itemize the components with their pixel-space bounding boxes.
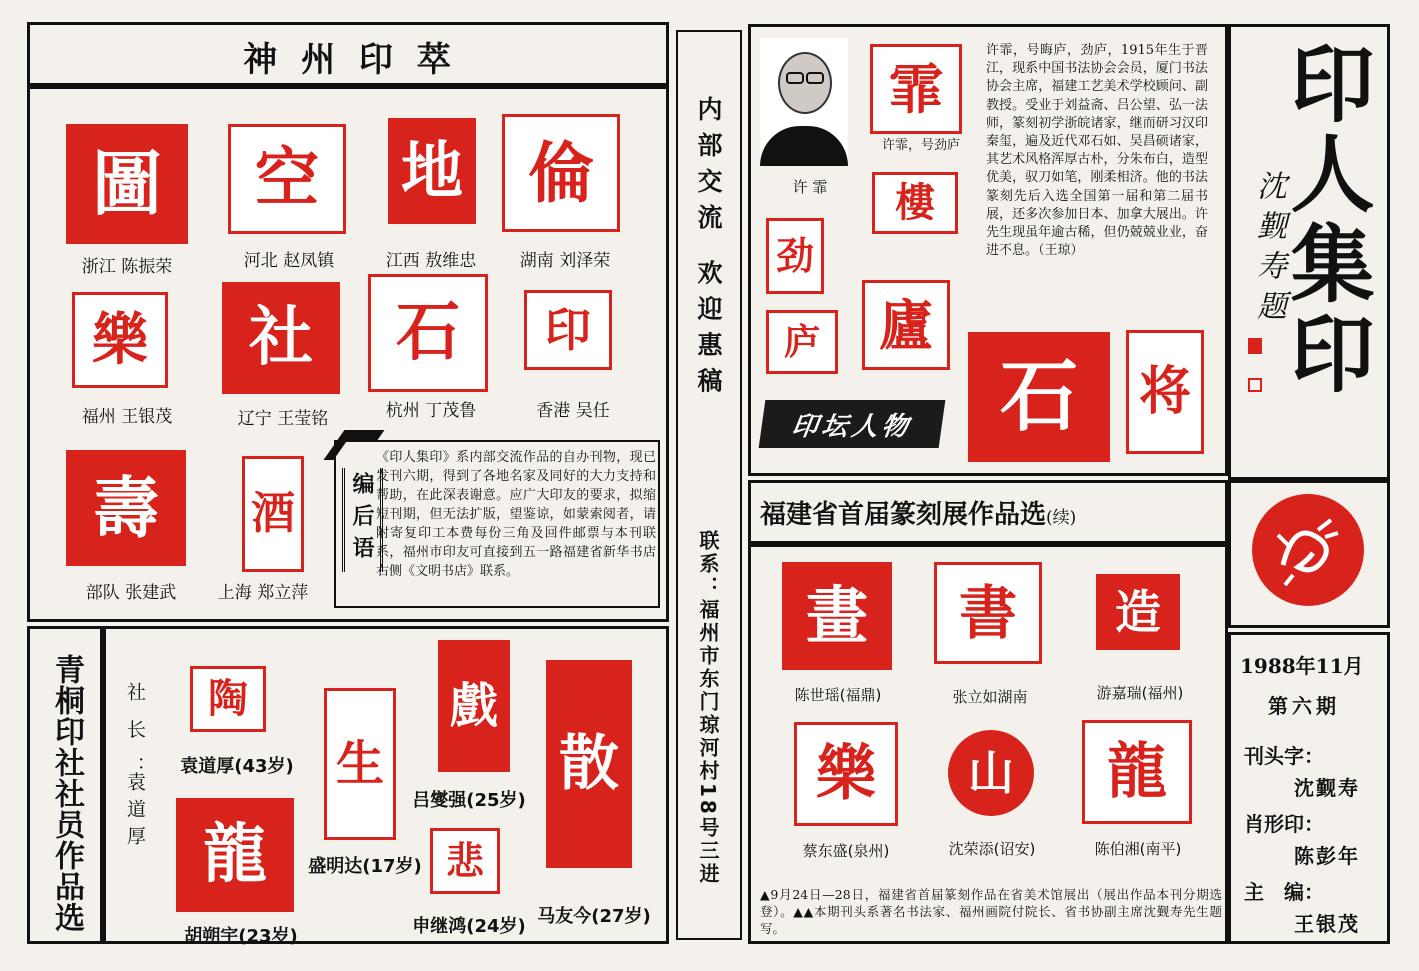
seal-impression: 霏 bbox=[870, 44, 962, 134]
seal-impression: 造 bbox=[1096, 574, 1180, 650]
member-caption: 吕燮强(25岁) bbox=[412, 790, 526, 811]
exhibit-note: ▲9月24日—28日，福建省首届篆刻作品在省美术馆展出（展出作品本刊分期选登）。▲▲本期刊头系著名书法家、福州画院付院长、省书协副主席沈觐寿先生题写。 bbox=[760, 887, 1222, 936]
seal-impression: 壽 bbox=[66, 450, 186, 566]
seal-impression: 山 bbox=[948, 730, 1034, 816]
member-caption: 盛明达(17岁) bbox=[308, 856, 422, 877]
seal-impression: 散 bbox=[546, 660, 632, 868]
seal-impression: 酒 bbox=[242, 456, 304, 572]
masthead-title: 印人集印 bbox=[1277, 40, 1376, 400]
credit-value: 王银茂 bbox=[1294, 912, 1360, 936]
credit-label: 主 编： bbox=[1244, 880, 1324, 904]
masthead-inscription: 沈觐寿题 bbox=[1251, 170, 1286, 330]
seal-caption: 沈荣添(诏安) bbox=[948, 840, 1036, 858]
exhibit-title-text: 福建省首届篆刻展作品选 bbox=[760, 500, 1047, 530]
dragon-emblem-icon bbox=[1252, 494, 1364, 606]
seal-impression: 樓 bbox=[872, 172, 958, 234]
spine-contact: 联系：福州市东门琼河村18号三进 bbox=[696, 530, 720, 886]
page-title: 神 州 印 萃 bbox=[243, 40, 457, 80]
seal-impression: 生 bbox=[324, 688, 396, 840]
member-caption: 马友今(27岁) bbox=[537, 906, 651, 927]
seal-impression: 樂 bbox=[72, 292, 168, 388]
seal-impression: 戲 bbox=[438, 640, 510, 772]
seal-impression: 印 bbox=[524, 290, 612, 370]
editor-note-text: 《印人集印》系内部交流作品的自办刊物，现已发刊六期，得到了各地名家及同好的大力支持和帮助，在此深表谢意。应广大印友的要求，拟缩短刊期，但无法扩版，望鉴谅，如蒙索阅者，请附寄复印工本费每份三角及回件邮票与本刊联系，福州市印友可直接到五一路福建省新华书店右侧《文明书店》联系。 bbox=[376, 450, 656, 579]
seal-caption: 福州 王银茂 bbox=[81, 407, 173, 427]
seal-caption: 陈世瑶(福鼎) bbox=[794, 686, 882, 704]
seal-caption: 江西 敖维忠 bbox=[385, 251, 477, 271]
seal-impression: 地 bbox=[388, 118, 476, 224]
bio-text: 许霏，号晦庐，劲庐，1915年生于晋江，现系中国书法协会会员，厦门书法协会主席，福建工艺美术学校顾问、副教授。受业于刘益斋、吕公望、弘一法师，篆刻初学浙皖诸家，继而研习汉印秦玺，遍及近代邓石如、吴昌硕诸家，其艺术风格浑厚古朴，分朱布白，造型优美，驭刀如笔，刚柔相济。他的书法篆刻先后入选全国第一届和第二届书展，还多次参加日本、加拿大展出。许先生现虽年逾古稀，但仍兢兢业业，奋进不息。（王琼） bbox=[986, 43, 1208, 259]
seal-caption: 香港 吴任 bbox=[536, 401, 610, 421]
seal-impression: 倫 bbox=[502, 114, 620, 232]
seal-impression: 龍 bbox=[1082, 720, 1192, 824]
credit-label: 肖形印： bbox=[1244, 812, 1324, 836]
seal-impression: 樂 bbox=[794, 722, 898, 826]
seal-caption: 部队 张建武 bbox=[85, 583, 177, 603]
banner-text: 印坛人物 bbox=[789, 411, 914, 442]
seal-impression: 廬 bbox=[862, 280, 950, 370]
seal-caption: 上海 郑立萍 bbox=[217, 583, 309, 603]
member-caption: 袁道厚(43岁) bbox=[180, 756, 294, 777]
credit-value: 沈觐寿 bbox=[1294, 776, 1360, 800]
seal-impression: 社 bbox=[222, 282, 340, 394]
seal-impression: 龍 bbox=[176, 798, 294, 912]
seal-impression: 書 bbox=[934, 562, 1042, 664]
seal-caption: 湖南 刘泽荣 bbox=[519, 251, 611, 271]
seal-impression: 庐 bbox=[766, 310, 838, 374]
exhibit-title-suffix: (续) bbox=[1046, 508, 1077, 528]
seal-caption: 蔡东盛(泉州) bbox=[802, 842, 890, 860]
credit-value: 陈彭年 bbox=[1294, 844, 1360, 868]
seal-caption: 浙江 陈振荣 bbox=[81, 257, 173, 277]
seal-impression: 空 bbox=[228, 124, 346, 234]
seal-impression: 畫 bbox=[782, 562, 892, 670]
seal-impression: 石 bbox=[968, 332, 1110, 462]
seal-caption: 杭州 丁茂鲁 bbox=[385, 401, 477, 421]
president-label: 社 长 ： bbox=[124, 682, 146, 782]
seal-impression: 陶 bbox=[190, 666, 266, 732]
portrait-name: 许 霏 bbox=[792, 178, 828, 196]
seal-impression: 劲 bbox=[766, 218, 824, 294]
member-caption: 胡朔宇(23岁) bbox=[184, 926, 298, 947]
exhibit-title bbox=[760, 494, 1076, 531]
seal-impression: 圖 bbox=[66, 124, 188, 244]
portrait-photo bbox=[760, 38, 848, 166]
issue-date: 1988年11月 bbox=[1240, 654, 1364, 678]
member-caption: 申继鸿(24岁) bbox=[412, 916, 526, 937]
seal-impression: 悲 bbox=[430, 828, 500, 894]
seal-caption: 陈伯湘(南平) bbox=[1094, 840, 1182, 858]
credit-label: 刊头字： bbox=[1244, 744, 1324, 768]
seal-caption: 张立如湖南 bbox=[952, 688, 1028, 706]
seal-caption: 游嘉瑞(福州) bbox=[1096, 684, 1184, 702]
society-title: 青桐印社社员作品选 bbox=[49, 654, 84, 933]
editor-note-heading: 编后语 bbox=[342, 468, 383, 572]
seal-caption: 许霏，号劲庐 bbox=[881, 138, 960, 153]
inscription-seal bbox=[1248, 378, 1262, 392]
seal-caption: 辽宁 王莹铭 bbox=[237, 409, 329, 429]
seal-impression: 石 bbox=[368, 274, 488, 392]
seal-caption: 河北 赵凤镇 bbox=[243, 251, 335, 271]
seal-impression: 将 bbox=[1126, 330, 1204, 454]
issue-number: 第六期 bbox=[1268, 694, 1340, 718]
president-name: 袁道厚 bbox=[124, 772, 146, 853]
spine-slogan: 内部交流 欢迎惠稿 bbox=[694, 96, 723, 404]
banner bbox=[759, 400, 946, 448]
inscription-seal bbox=[1248, 338, 1262, 354]
